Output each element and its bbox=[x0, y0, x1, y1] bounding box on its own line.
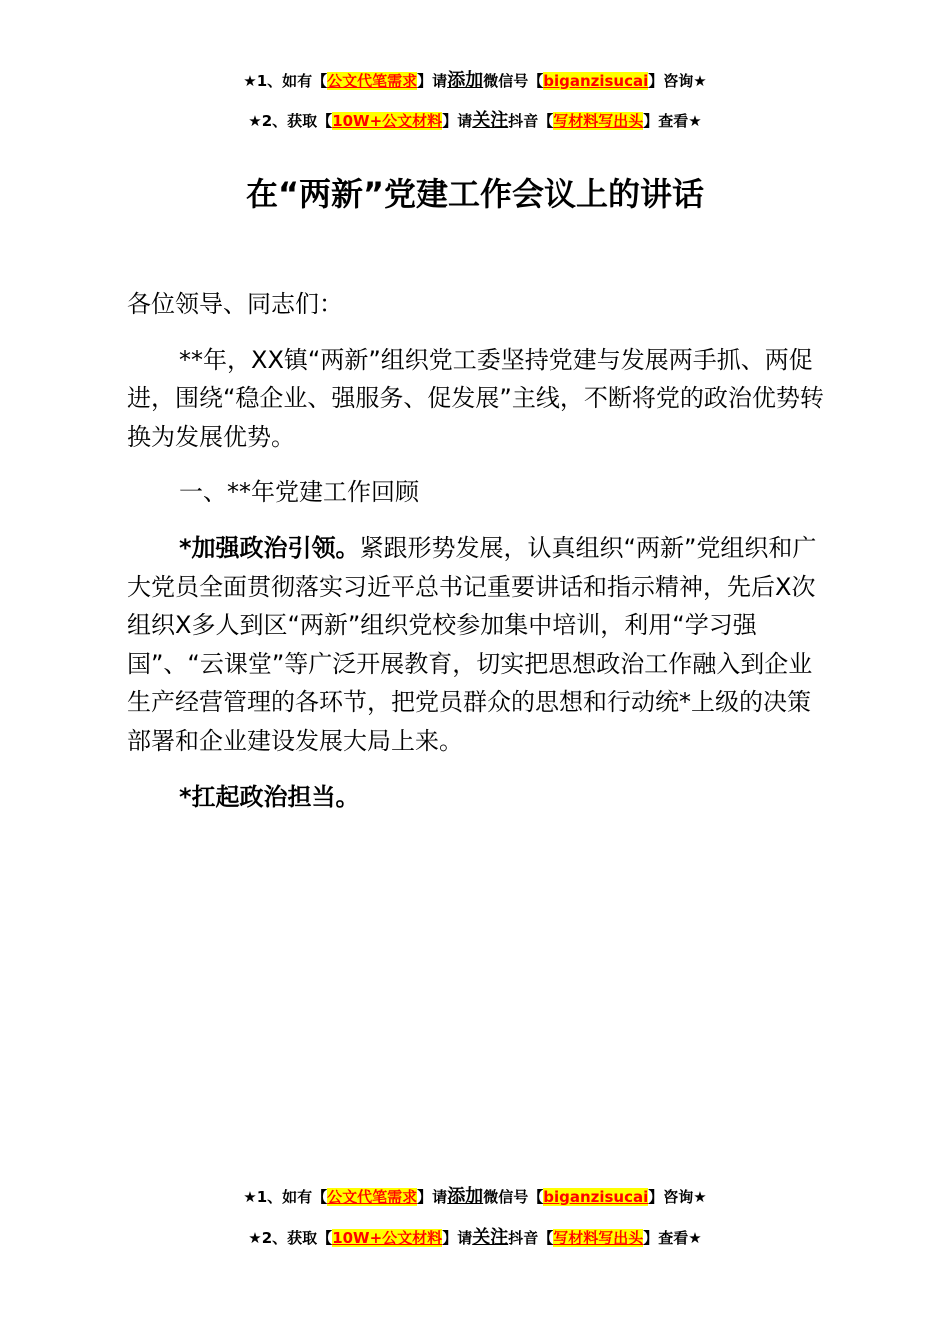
document-title: 在“两新”党建工作会议上的讲话 bbox=[245, 175, 705, 213]
banner-emphasis: 添加 bbox=[447, 1186, 484, 1207]
bottom-banner-line-2 bbox=[0, 1228, 950, 1248]
banner-highlight: 公文代笔需求 bbox=[327, 1188, 418, 1206]
banner-highlight: 10W+公文材料 bbox=[332, 1229, 443, 1247]
item-paragraph-2 bbox=[127, 778, 833, 817]
banner-highlight: 公文代笔需求 bbox=[327, 72, 418, 90]
banner-emphasis: 添加 bbox=[447, 70, 484, 91]
top-banner-line-2 bbox=[0, 111, 950, 131]
banner-text: 】查看★ bbox=[643, 1229, 702, 1247]
banner-text: ★2、获取【 bbox=[248, 1229, 333, 1247]
banner-emphasis: 关注 bbox=[472, 1227, 509, 1248]
banner-text: 】请 bbox=[417, 1188, 448, 1206]
banner-text: 】咨询★ bbox=[648, 72, 707, 90]
banner-douyin-account: 写材料写出头 bbox=[553, 1229, 644, 1247]
banner-douyin-account: 写材料写出头 bbox=[553, 112, 644, 130]
item-lead: *扛起政治担当。 bbox=[179, 782, 360, 811]
item-text: 紧跟形势发展，认真组织“两新”党组织和广大党员全面贯彻落实习近平总书记重要讲话和指示精神，先后X次组织X多人到区“两新”组织党校参加集中培训，利用“学习强国”、“云课堂”等广泛开展教育，切实把思想政治工作融入到企业生产经营管理的各环节，把党员群众的思想和行动统*上级的决策部署和企业建设发展大局上来。 bbox=[127, 533, 817, 755]
banner-text: 】咨询★ bbox=[648, 1188, 707, 1206]
banner-highlight: 10W+公文材料 bbox=[332, 112, 443, 130]
banner-wechat-id: biganzisucai bbox=[543, 72, 649, 90]
banner-text: 】查看★ bbox=[643, 112, 702, 130]
banner-text: 】请 bbox=[417, 72, 448, 90]
banner-text: 】请 bbox=[442, 1229, 473, 1247]
banner-text: 抖音【 bbox=[508, 1229, 554, 1247]
banner-text: ★1、如有【 bbox=[243, 72, 328, 90]
document-body bbox=[127, 285, 833, 816]
banner-text: 微信号【 bbox=[483, 72, 544, 90]
section-heading: 一、**年党建工作回顾 bbox=[179, 478, 419, 507]
intro-paragraph: **年，XX镇“两新”组织党工委坚持党建与发展两手抓、两促进，围绕“稳企业、强服务、促发展”主线，不断将党的政治优势转换为发展优势。 bbox=[127, 345, 824, 451]
banner-emphasis: 关注 bbox=[472, 110, 509, 131]
banner-text: 抖音【 bbox=[508, 112, 554, 130]
item-lead: *加强政治引领。 bbox=[179, 533, 360, 562]
salutation: 各位领导、同志们： bbox=[127, 290, 343, 318]
banner-text: 】请 bbox=[442, 112, 473, 130]
banner-text: ★2、获取【 bbox=[248, 112, 333, 130]
top-banner-line-1 bbox=[0, 71, 950, 91]
banner-text: ★1、如有【 bbox=[243, 1188, 328, 1206]
bottom-banner-line-1 bbox=[0, 1187, 950, 1207]
banner-text: 微信号【 bbox=[483, 1188, 544, 1206]
item-paragraph-1 bbox=[127, 529, 833, 761]
banner-wechat-id: biganzisucai bbox=[543, 1188, 649, 1206]
